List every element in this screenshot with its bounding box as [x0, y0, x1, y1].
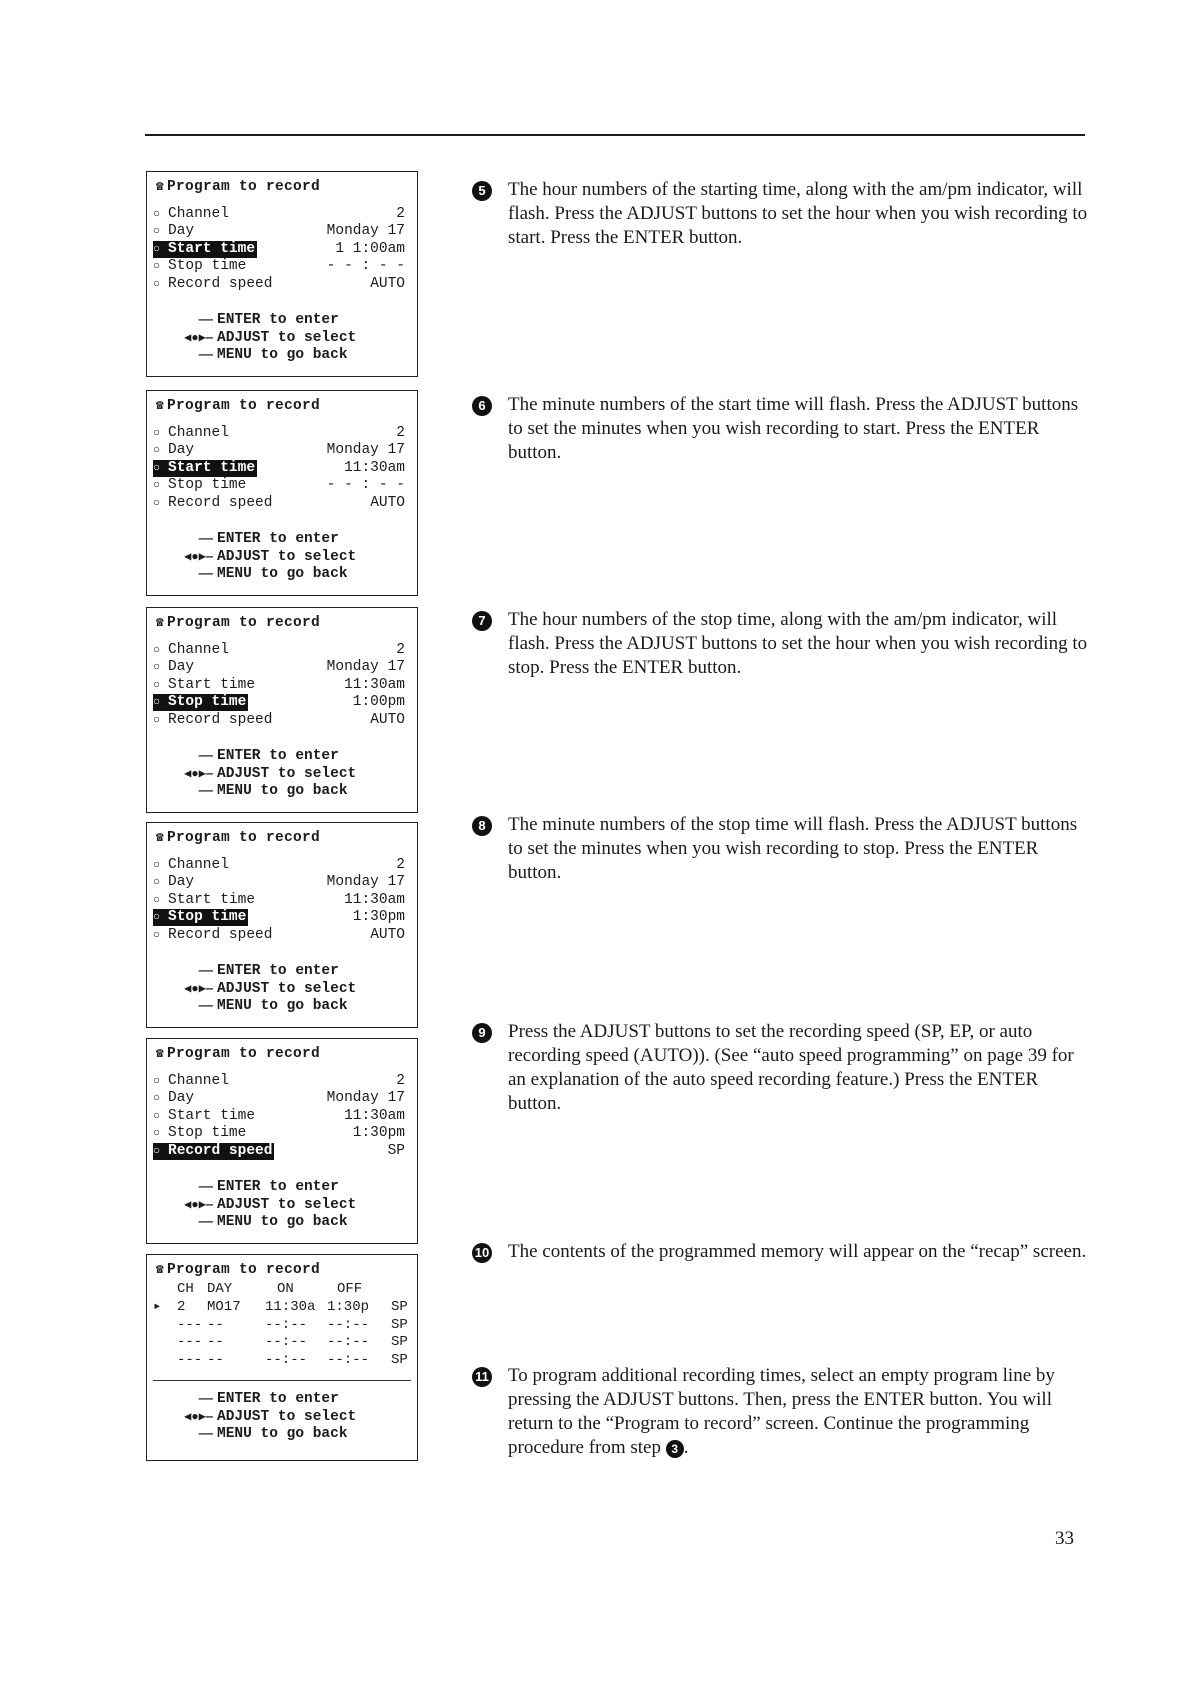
tv-icon: ☎ [155, 830, 165, 845]
footer-hint-text: ENTER to enter [217, 531, 339, 547]
step-text [508, 608, 1088, 680]
menu-row-label [153, 659, 194, 676]
tv-icon: ☎ [155, 1262, 165, 1277]
footer-hint [153, 1391, 339, 1408]
arrow-buttons-icon: ◀●▶— [184, 549, 213, 564]
menu-row-label-text: Stop time [168, 694, 247, 711]
menu-row-label-text: Record speed [168, 494, 273, 511]
footer-hint [153, 748, 339, 765]
footer-hint-text: ADJUST to select [217, 1196, 357, 1213]
menu-row [153, 495, 405, 512]
bullet-icon: ○ [153, 1074, 161, 1088]
menu-row-value: 1:30pm [352, 1125, 405, 1142]
bullet-icon: ○ [153, 875, 161, 890]
menu-row [153, 1143, 405, 1160]
menu-row [153, 1090, 405, 1107]
menu-row-label-text: Stop time [168, 1125, 247, 1142]
menu-row [153, 1073, 405, 1090]
menu-row-label-text: Start time [168, 459, 256, 476]
menu-row [153, 892, 405, 909]
bullet-icon: ○ [153, 1091, 161, 1106]
menu-row-value: 2 [396, 1073, 405, 1089]
enter-button-icon: —— [198, 532, 213, 546]
recap-cell-day: MO17 [207, 1299, 241, 1315]
footer-hint [153, 1426, 348, 1443]
recap-cell-speed: SP [391, 1351, 408, 1368]
footer-hint-text: MENU to go back [217, 783, 348, 799]
recap-cell-speed: SP [391, 1334, 408, 1350]
step-text [508, 1240, 1088, 1264]
step-text-body: The hour numbers of the starting time, along with the am/pm indicator, will flash. Press the ADJUST buttons to set the hour when you wish recording to start. Press the ENTER button. [508, 179, 1088, 248]
menu-row-value: 11:30am [344, 676, 405, 693]
menu-row-label [153, 677, 255, 694]
menu-row-value: AUTO [370, 275, 405, 292]
menu-row-value: 2 [396, 857, 405, 873]
menu-row-label [153, 642, 229, 659]
menu-button-icon: —— [198, 1427, 213, 1441]
menu-row-label [153, 892, 255, 909]
recap-cell-on: --:-- [265, 1351, 308, 1368]
footer-hint [153, 1197, 356, 1214]
step-text [508, 178, 1088, 250]
bullet-icon: ○ [153, 224, 161, 239]
footer-hint-text: ENTER to enter [217, 1179, 339, 1195]
recap-line[interactable] [153, 1299, 409, 1316]
footer-hint-text: ENTER to enter [217, 963, 339, 979]
footer-hint [153, 981, 356, 998]
bullet-icon: ○ [153, 660, 161, 675]
footer-hint-text: ADJUST to select [217, 548, 357, 565]
footer-hint-text: MENU to go back [217, 998, 348, 1014]
menu-row-label-text: Start time [168, 1107, 256, 1124]
bullet-icon: ○ [153, 1126, 161, 1141]
menu-row-label [153, 477, 246, 494]
recap-cell-ch: 2 [177, 1299, 186, 1315]
menu-button-icon: —— [198, 567, 213, 581]
menu-row-label-text: Day [168, 874, 195, 891]
footer-hint [153, 531, 339, 548]
recap-divider [153, 1380, 411, 1381]
menu-row-label-text: Channel [168, 425, 229, 441]
step-reference-badge: 3 [666, 1440, 684, 1458]
menu-row-value: - - : - - [326, 477, 405, 494]
recap-cell-on: --:-- [265, 1334, 308, 1350]
screen-title [153, 178, 320, 196]
bullet-icon: ○ [153, 712, 161, 727]
recap-cell-day: -- [207, 1334, 224, 1350]
footer-hint [153, 1179, 339, 1196]
bullet-icon: ○ [153, 426, 161, 440]
screen-title [153, 1261, 320, 1279]
bullet-icon: ○ [153, 259, 161, 274]
step-text-body: The minute numbers of the stop time will flash. Press the ADJUST buttons to set the minutes when you wish recording to stop. Press the ENTER button. [508, 814, 1078, 883]
bullet-icon: ○ [153, 858, 161, 872]
footer-hint-text: ENTER to enter [217, 1391, 339, 1407]
menu-row-label-text: Stop time [168, 477, 247, 494]
arrow-buttons-icon: ◀●▶— [184, 330, 213, 345]
recap-header-cell: CH [177, 1281, 194, 1297]
menu-row-label [153, 258, 246, 275]
footer-hint-text: MENU to go back [217, 1214, 348, 1230]
bullet-icon: ○ [153, 927, 161, 942]
menu-row-label-text: Record speed [168, 275, 273, 292]
menu-row [153, 874, 405, 891]
menu-row-label [153, 1125, 246, 1142]
menu-row [153, 927, 405, 944]
recap-cell-off: --:-- [327, 1334, 370, 1350]
bullet-icon: ○ [153, 695, 161, 710]
menu-row [153, 258, 405, 275]
menu-row-value: 11:30am [344, 459, 405, 476]
enter-button-icon: —— [198, 749, 213, 763]
bullet-icon: ○ [153, 910, 161, 925]
step-text-tail: . [683, 1437, 689, 1458]
menu-row-label [153, 1143, 274, 1160]
menu-row [153, 694, 405, 711]
menu-row-label [153, 1108, 255, 1125]
screen-title-text: Program to record [167, 830, 321, 846]
menu-row-label [153, 909, 248, 926]
menu-row-label [153, 495, 272, 512]
footer-hint [153, 1409, 356, 1426]
recap-cell-off: --:-- [327, 1316, 370, 1333]
bullet-icon: ○ [153, 241, 161, 256]
tv-icon: ☎ [155, 179, 165, 194]
page-number: 33 [1055, 1528, 1074, 1549]
menu-row-value: Monday 17 [326, 659, 405, 676]
footer-hint-text: ENTER to enter [217, 312, 339, 328]
menu-button-icon: —— [198, 1215, 213, 1229]
recap-cell-off: --:-- [327, 1351, 370, 1368]
recap-cell-ch: --- [177, 1316, 203, 1333]
screen-title-text: Program to record [167, 1262, 321, 1278]
step-text-body: The minute numbers of the start time will flash. Press the ADJUST buttons to set the minutes when you wish recording to start. Press the ENTER button. [508, 394, 1079, 463]
step-text-body: Press the ADJUST buttons to set the recording speed (SP, EP, or auto recording speed (AUTO)). (See “auto speed programming” on page 39 for an explanation of the auto speed recording feature.) Press the ENTER button. [508, 1021, 1074, 1114]
osd-screen [146, 607, 418, 813]
recap-cell-speed: SP [391, 1299, 408, 1315]
menu-row-label-text: Day [168, 442, 195, 459]
menu-row-label-text: Record speed [168, 711, 273, 728]
recap-header-cell: OFF [337, 1281, 363, 1297]
recap-cell-day: -- [207, 1351, 224, 1368]
menu-row [153, 659, 405, 676]
footer-hint [153, 330, 356, 347]
arrow-buttons-icon: ◀●▶— [184, 1197, 213, 1212]
recap-header-cell: ON [277, 1281, 294, 1297]
recap-screen [146, 1254, 418, 1461]
screen-title-text: Program to record [167, 179, 321, 195]
footer-hint [153, 312, 339, 329]
recap-line[interactable] [153, 1352, 409, 1369]
footer-hint [153, 1214, 348, 1231]
menu-row [153, 425, 405, 442]
tv-icon: ☎ [155, 615, 165, 630]
footer-hint [153, 963, 339, 980]
menu-row-value: AUTO [370, 711, 405, 728]
footer-hint [153, 783, 348, 800]
menu-row-label-text: Start time [168, 891, 256, 908]
menu-row-label-text: Record speed [168, 1142, 273, 1159]
step-text [508, 1364, 1088, 1460]
screen-title-text: Program to record [167, 1046, 321, 1062]
screen-title [153, 829, 320, 847]
menu-row-value: 1 1:00am [335, 240, 405, 257]
menu-row [153, 460, 405, 477]
recap-cell-day: -- [207, 1316, 224, 1333]
menu-row-label-text: Channel [168, 1073, 229, 1089]
step-number-badge: 11 [472, 1367, 492, 1387]
menu-row-label [153, 425, 229, 442]
recap-header [153, 1281, 409, 1298]
menu-row-value: AUTO [370, 926, 405, 943]
menu-row-label-text: Stop time [168, 909, 247, 926]
recap-cell-on: --:-- [265, 1316, 308, 1333]
menu-row-label-text: Channel [168, 206, 229, 222]
enter-button-icon: —— [198, 313, 213, 327]
enter-button-icon: —— [198, 1180, 213, 1194]
menu-row-value: Monday 17 [326, 1090, 405, 1107]
menu-row-value: 2 [396, 425, 405, 441]
bullet-icon: ○ [153, 478, 161, 493]
menu-row-label-text: Channel [168, 642, 229, 658]
menu-row-value: - - : - - [326, 258, 405, 275]
menu-row-value: SP [387, 1142, 405, 1159]
menu-row-value: 11:30am [344, 1107, 405, 1124]
step-number-badge: 6 [472, 396, 492, 416]
menu-row-label [153, 927, 272, 944]
top-rule [145, 134, 1085, 136]
step-number-badge: 10 [472, 1243, 492, 1263]
menu-row-value: 11:30am [344, 891, 405, 908]
menu-row-label [153, 874, 194, 891]
menu-row-label-text: Stop time [168, 258, 247, 275]
bullet-icon: ○ [153, 495, 161, 510]
bullet-icon: ○ [153, 460, 161, 475]
footer-hint-text: ADJUST to select [217, 329, 357, 346]
menu-row-value: 1:30pm [352, 909, 405, 926]
selected-arrow-icon: ▸ [153, 1299, 162, 1315]
menu-row [153, 276, 405, 293]
bullet-icon: ○ [153, 276, 161, 291]
footer-hint-text: ADJUST to select [217, 980, 357, 997]
menu-row [153, 442, 405, 459]
bullet-icon: ○ [153, 677, 161, 692]
footer-hint [153, 347, 348, 364]
arrow-buttons-icon: ◀●▶— [184, 1409, 213, 1424]
menu-row [153, 642, 405, 659]
step-text [508, 813, 1088, 885]
step-text-body: To program additional recording times, select an empty program line by pressing the ADJUST buttons. Then, press the ENTER button. You will return to the “Program to record” screen. Continue the programming procedure from step [508, 1365, 1055, 1458]
footer-hint [153, 549, 356, 566]
screen-title-text: Program to record [167, 615, 321, 631]
step-text-body: The hour numbers of the stop time, along with the am/pm indicator, will flash. Press the ADJUST buttons to set the hour when you wish recording to stop. Press the ENTER button. [508, 609, 1088, 678]
arrow-buttons-icon: ◀●▶— [184, 766, 213, 781]
menu-row [153, 712, 405, 729]
osd-screen [146, 390, 418, 596]
recap-cell-off: 1:30p [327, 1299, 370, 1315]
menu-row-label [153, 712, 272, 729]
tv-icon: ☎ [155, 1046, 165, 1061]
menu-row [153, 909, 405, 926]
menu-button-icon: —— [198, 999, 213, 1013]
menu-row-label-text: Channel [168, 857, 229, 873]
recap-header-cell: DAY [207, 1281, 233, 1297]
step-text [508, 1020, 1088, 1116]
menu-row-label-text: Day [168, 659, 195, 676]
menu-row-value: 2 [396, 642, 405, 658]
menu-row [153, 206, 405, 223]
osd-screen [146, 1038, 418, 1244]
footer-hint-text: ADJUST to select [217, 765, 357, 782]
step-number-badge: 9 [472, 1023, 492, 1043]
screen-title [153, 614, 320, 632]
menu-row [153, 1125, 405, 1142]
tv-icon: ☎ [155, 398, 165, 413]
recap-line[interactable] [153, 1334, 409, 1351]
menu-row-label [153, 276, 272, 293]
footer-hint [153, 998, 348, 1015]
menu-row-label [153, 694, 248, 711]
osd-screen [146, 822, 418, 1028]
menu-row-label [153, 857, 229, 874]
menu-row [153, 241, 405, 258]
bullet-icon: ○ [153, 892, 161, 907]
menu-row-label [153, 223, 194, 240]
footer-hint [153, 566, 348, 583]
bullet-icon: ○ [153, 207, 161, 221]
footer-hint-text: MENU to go back [217, 1426, 348, 1442]
step-text [508, 393, 1088, 465]
menu-row-label-text: Start time [168, 240, 256, 257]
menu-row-label-text: Record speed [168, 926, 273, 943]
recap-cell-ch: --- [177, 1334, 203, 1350]
menu-row-value: Monday 17 [326, 874, 405, 891]
footer-hint [153, 766, 356, 783]
footer-hint-text: ADJUST to select [217, 1408, 357, 1425]
bullet-icon: ○ [153, 643, 161, 657]
menu-row-value: AUTO [370, 494, 405, 511]
step-text-body: The contents of the programmed memory will appear on the “recap” screen. [508, 1241, 1087, 1262]
recap-cell-speed: SP [391, 1316, 408, 1333]
screen-title [153, 397, 320, 415]
arrow-buttons-icon: ◀●▶— [184, 981, 213, 996]
menu-button-icon: —— [198, 348, 213, 362]
menu-row-label [153, 460, 257, 477]
bullet-icon: ○ [153, 1143, 161, 1158]
recap-line[interactable] [153, 1317, 409, 1334]
menu-row [153, 857, 405, 874]
menu-row [153, 223, 405, 240]
menu-row-label-text: Day [168, 223, 195, 240]
menu-row-label-text: Day [168, 1090, 195, 1107]
step-number-badge: 8 [472, 816, 492, 836]
step-number-badge: 5 [472, 181, 492, 201]
menu-row-label [153, 1090, 194, 1107]
enter-button-icon: —— [198, 964, 213, 978]
menu-row-value: 2 [396, 206, 405, 222]
menu-row-value: Monday 17 [326, 223, 405, 240]
bullet-icon: ○ [153, 1108, 161, 1123]
footer-hint-text: ENTER to enter [217, 748, 339, 764]
recap-cell-on: 11:30a [265, 1299, 316, 1315]
menu-row [153, 477, 405, 494]
recap-cell-ch: --- [177, 1351, 203, 1368]
footer-hint-text: MENU to go back [217, 566, 348, 582]
osd-screen [146, 171, 418, 377]
menu-row-label [153, 442, 194, 459]
menu-row [153, 1108, 405, 1125]
menu-button-icon: —— [198, 784, 213, 798]
menu-row-label [153, 241, 257, 258]
menu-row-label-text: Start time [168, 676, 256, 693]
menu-row [153, 677, 405, 694]
menu-row-value: 1:00pm [352, 694, 405, 711]
menu-row-label [153, 1073, 229, 1090]
menu-row-label [153, 206, 229, 223]
enter-button-icon: —— [198, 1392, 213, 1406]
menu-row-value: Monday 17 [326, 442, 405, 459]
footer-hint-text: MENU to go back [217, 347, 348, 363]
step-number-badge: 7 [472, 611, 492, 631]
screen-title-text: Program to record [167, 398, 321, 414]
screen-title [153, 1045, 320, 1063]
bullet-icon: ○ [153, 443, 161, 458]
